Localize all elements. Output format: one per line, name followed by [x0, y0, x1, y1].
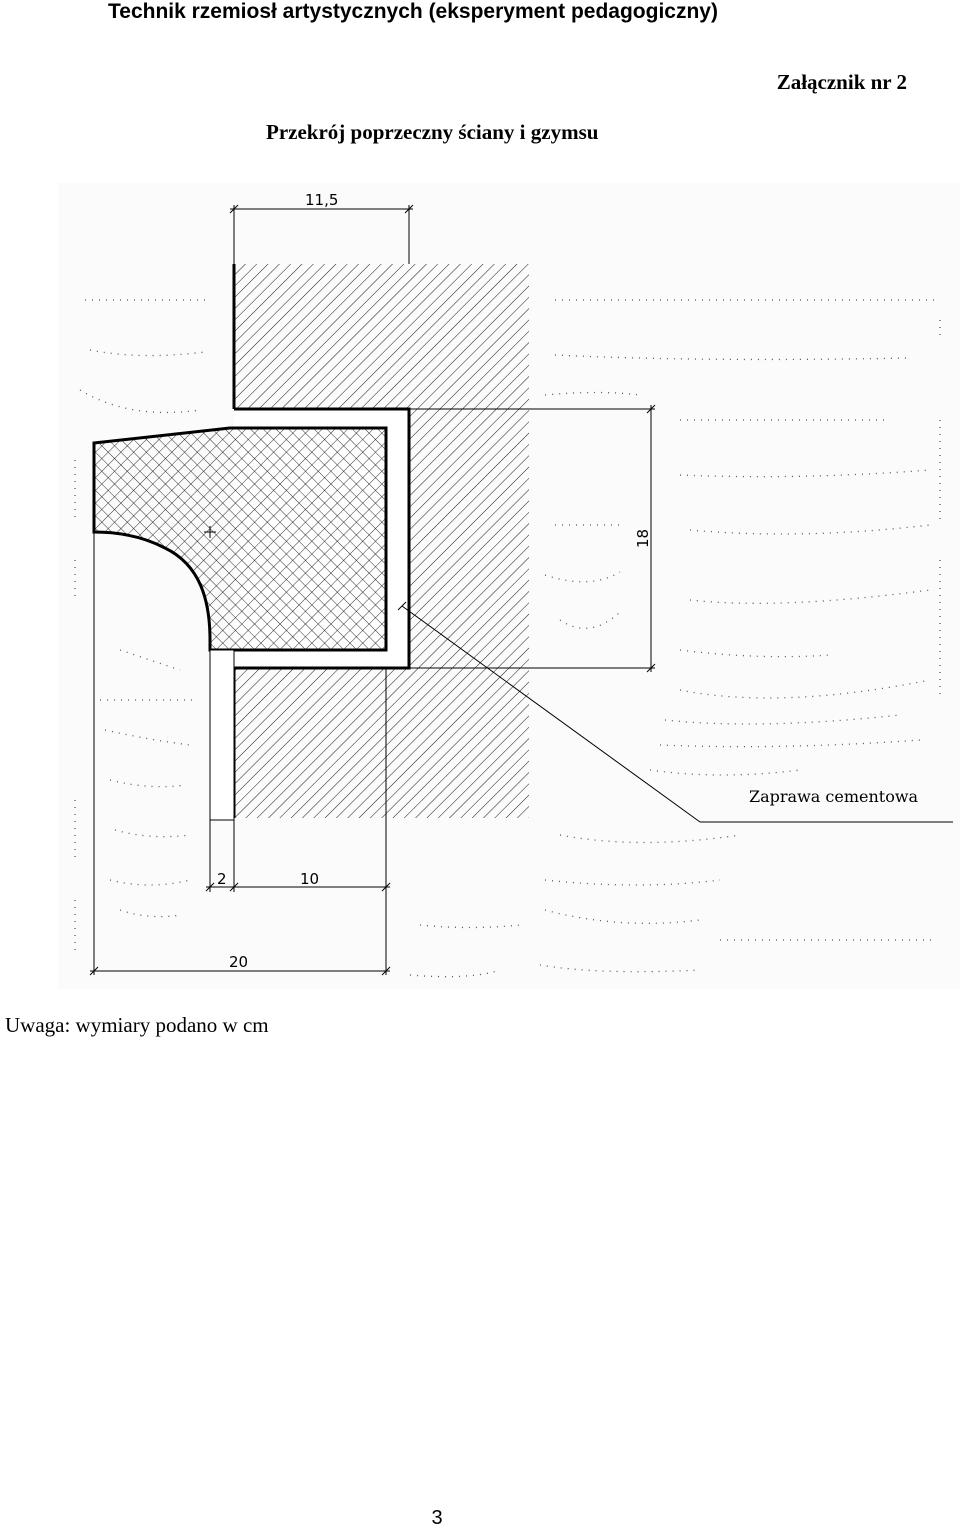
plaster-strip: [210, 650, 234, 820]
dimension-wall-width-label: 11,5: [305, 191, 339, 209]
annex-label: Załącznik nr 2: [776, 70, 907, 94]
mortar-callout-label: Zaprawa cementowa: [749, 787, 919, 806]
document-header-title: Technik rzemiosł artystycznych (eksperyment pedagogiczny): [108, 0, 718, 23]
page-number: 3: [431, 1507, 443, 1529]
dimension-inset-label: 10: [300, 870, 320, 888]
dimension-total-width-label: 20: [229, 953, 249, 971]
wall-section-lower: [234, 668, 529, 818]
drawing-title: Przekrój poprzeczny ściany i gzymsu: [266, 120, 599, 144]
dimension-cornice-height-label: 18: [634, 528, 652, 548]
wall-section-upper: [234, 264, 529, 409]
wall-section-middle: [409, 409, 529, 668]
dimension-gap-label: 2: [217, 870, 227, 888]
units-note: Uwaga: wymiary podano w cm: [5, 1013, 269, 1037]
